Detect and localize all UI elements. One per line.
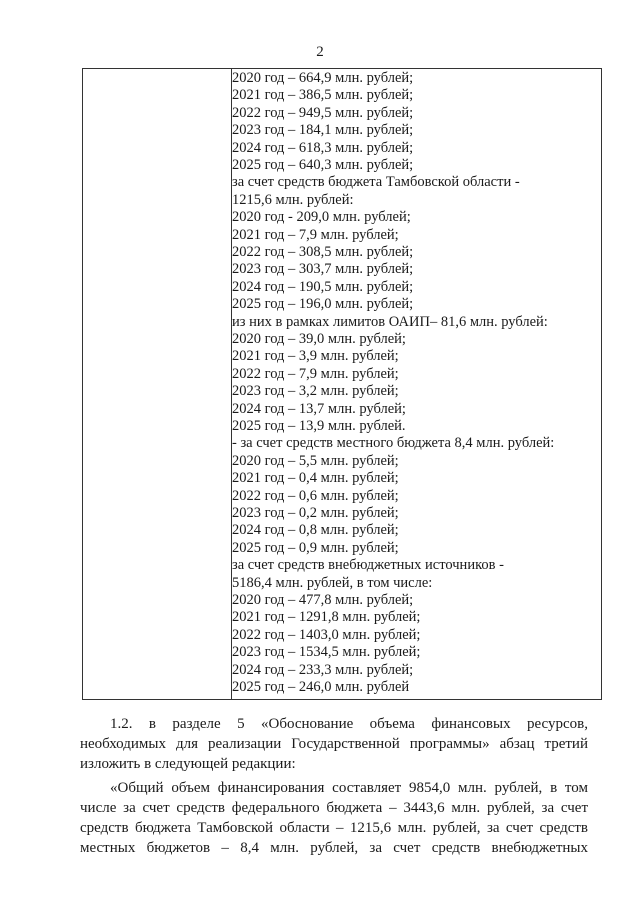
funding-line: 2023 год – 1534,5 млн. рублей;: [232, 644, 421, 661]
funding-line: 2025 год – 0,9 млн. рублей;: [232, 539, 399, 556]
funding-line: 2023 год – 3,2 млн. рублей;: [232, 383, 399, 400]
funding-line: 2020 год – 39,0 млн. рублей;: [232, 331, 406, 347]
funding-line: 2024 год – 0,8 млн. рублей;: [232, 522, 399, 539]
funding-line: за счет средств бюджета Тамбовской области -: [232, 174, 520, 191]
funding-line: за счет средств внебюджетных источников -: [232, 557, 504, 574]
funding-line: 2020 год – 477,8 млн. рублей;: [232, 592, 414, 608]
funding-line: 2023 год – 0,2 млн. рублей;: [232, 505, 399, 521]
funding-line: 2020 год – 664,9 млн. рублей;: [232, 70, 414, 86]
funding-line: из них в рамках лимитов ОАИП– 81,6 млн. рублей:: [232, 313, 548, 330]
funding-line: 2021 год – 7,9 млн. рублей;: [232, 226, 399, 243]
funding-line: 2025 год – 13,9 млн. рублей.: [232, 418, 406, 434]
funding-line: 2025 год – 246,0 млн. рублей: [232, 679, 410, 695]
funding-line: 2024 год – 13,7 млн. рублей;: [232, 400, 406, 417]
funding-line: - за счет средств местного бюджета 8,4 млн. рублей:: [232, 435, 555, 452]
quoted-paragraph-line: числе за счет средств федерального бюджета – 3443,6 млн. рублей, за счет: [80, 800, 588, 816]
funding-line: 2022 год – 0,6 млн. рублей;: [232, 487, 399, 504]
funding-line: 2024 год – 233,3 млн. рублей;: [232, 661, 414, 678]
funding-line: 1215,6 млн. рублей:: [232, 191, 354, 208]
funding-line: 2022 год – 949,5 млн. рублей;: [232, 104, 414, 121]
funding-line: 2025 год – 196,0 млн. рублей;: [232, 296, 414, 313]
table-left-cell: [83, 69, 232, 699]
funding-line: 2023 год – 184,1 млн. рублей;: [232, 122, 414, 139]
funding-line: 2020 год – 5,5 млн. рублей;: [232, 452, 399, 469]
page-number: 2: [316, 44, 324, 60]
funding-line: 2021 год – 3,9 млн. рублей;: [232, 348, 399, 365]
funding-line: 2025 год – 640,3 млн. рублей;: [232, 157, 414, 173]
funding-line: 2021 год – 386,5 млн. рублей;: [232, 87, 414, 104]
funding-line: 2022 год – 1403,0 млн. рублей;: [232, 626, 421, 643]
funding-line: 5186,4 млн. рублей, в том числе:: [232, 574, 433, 591]
amendment-paragraph-line: необходимых для реализации Государственной программы» абзац третий: [80, 736, 588, 752]
quoted-paragraph-line: средств бюджета Тамбовской области – 1215,6 млн. рублей, за счет средств: [80, 820, 588, 836]
funding-line: 2024 год – 190,5 млн. рублей;: [232, 278, 414, 295]
funding-line: 2022 год – 7,9 млн. рублей;: [232, 365, 399, 382]
funding-table: [82, 68, 602, 700]
funding-line: 2021 год – 1291,8 млн. рублей;: [232, 609, 421, 626]
quoted-paragraph-line: местных бюджетов – 8,4 млн. рублей, за счет средств внебюджетных: [80, 840, 588, 856]
table-right-cell: [232, 69, 601, 699]
funding-line: 2021 год – 0,4 млн. рублей;: [232, 470, 399, 487]
funding-line: 2024 год – 618,3 млн. рублей;: [232, 139, 414, 156]
funding-line: 2023 год – 303,7 млн. рублей;: [232, 261, 414, 278]
quoted-paragraph-line: «Общий объем финансирования составляет 9854,0 млн. рублей, в том: [110, 780, 588, 796]
amendment-paragraph-line: изложить в следующей редакции:: [80, 756, 296, 772]
amendment-paragraph-line: 1.2. в разделе 5 «Обоснование объема финансовых ресурсов,: [110, 716, 588, 732]
funding-line: 2020 год - 209,0 млн. рублей;: [232, 209, 411, 226]
funding-line: 2022 год – 308,5 млн. рублей;: [232, 244, 414, 260]
